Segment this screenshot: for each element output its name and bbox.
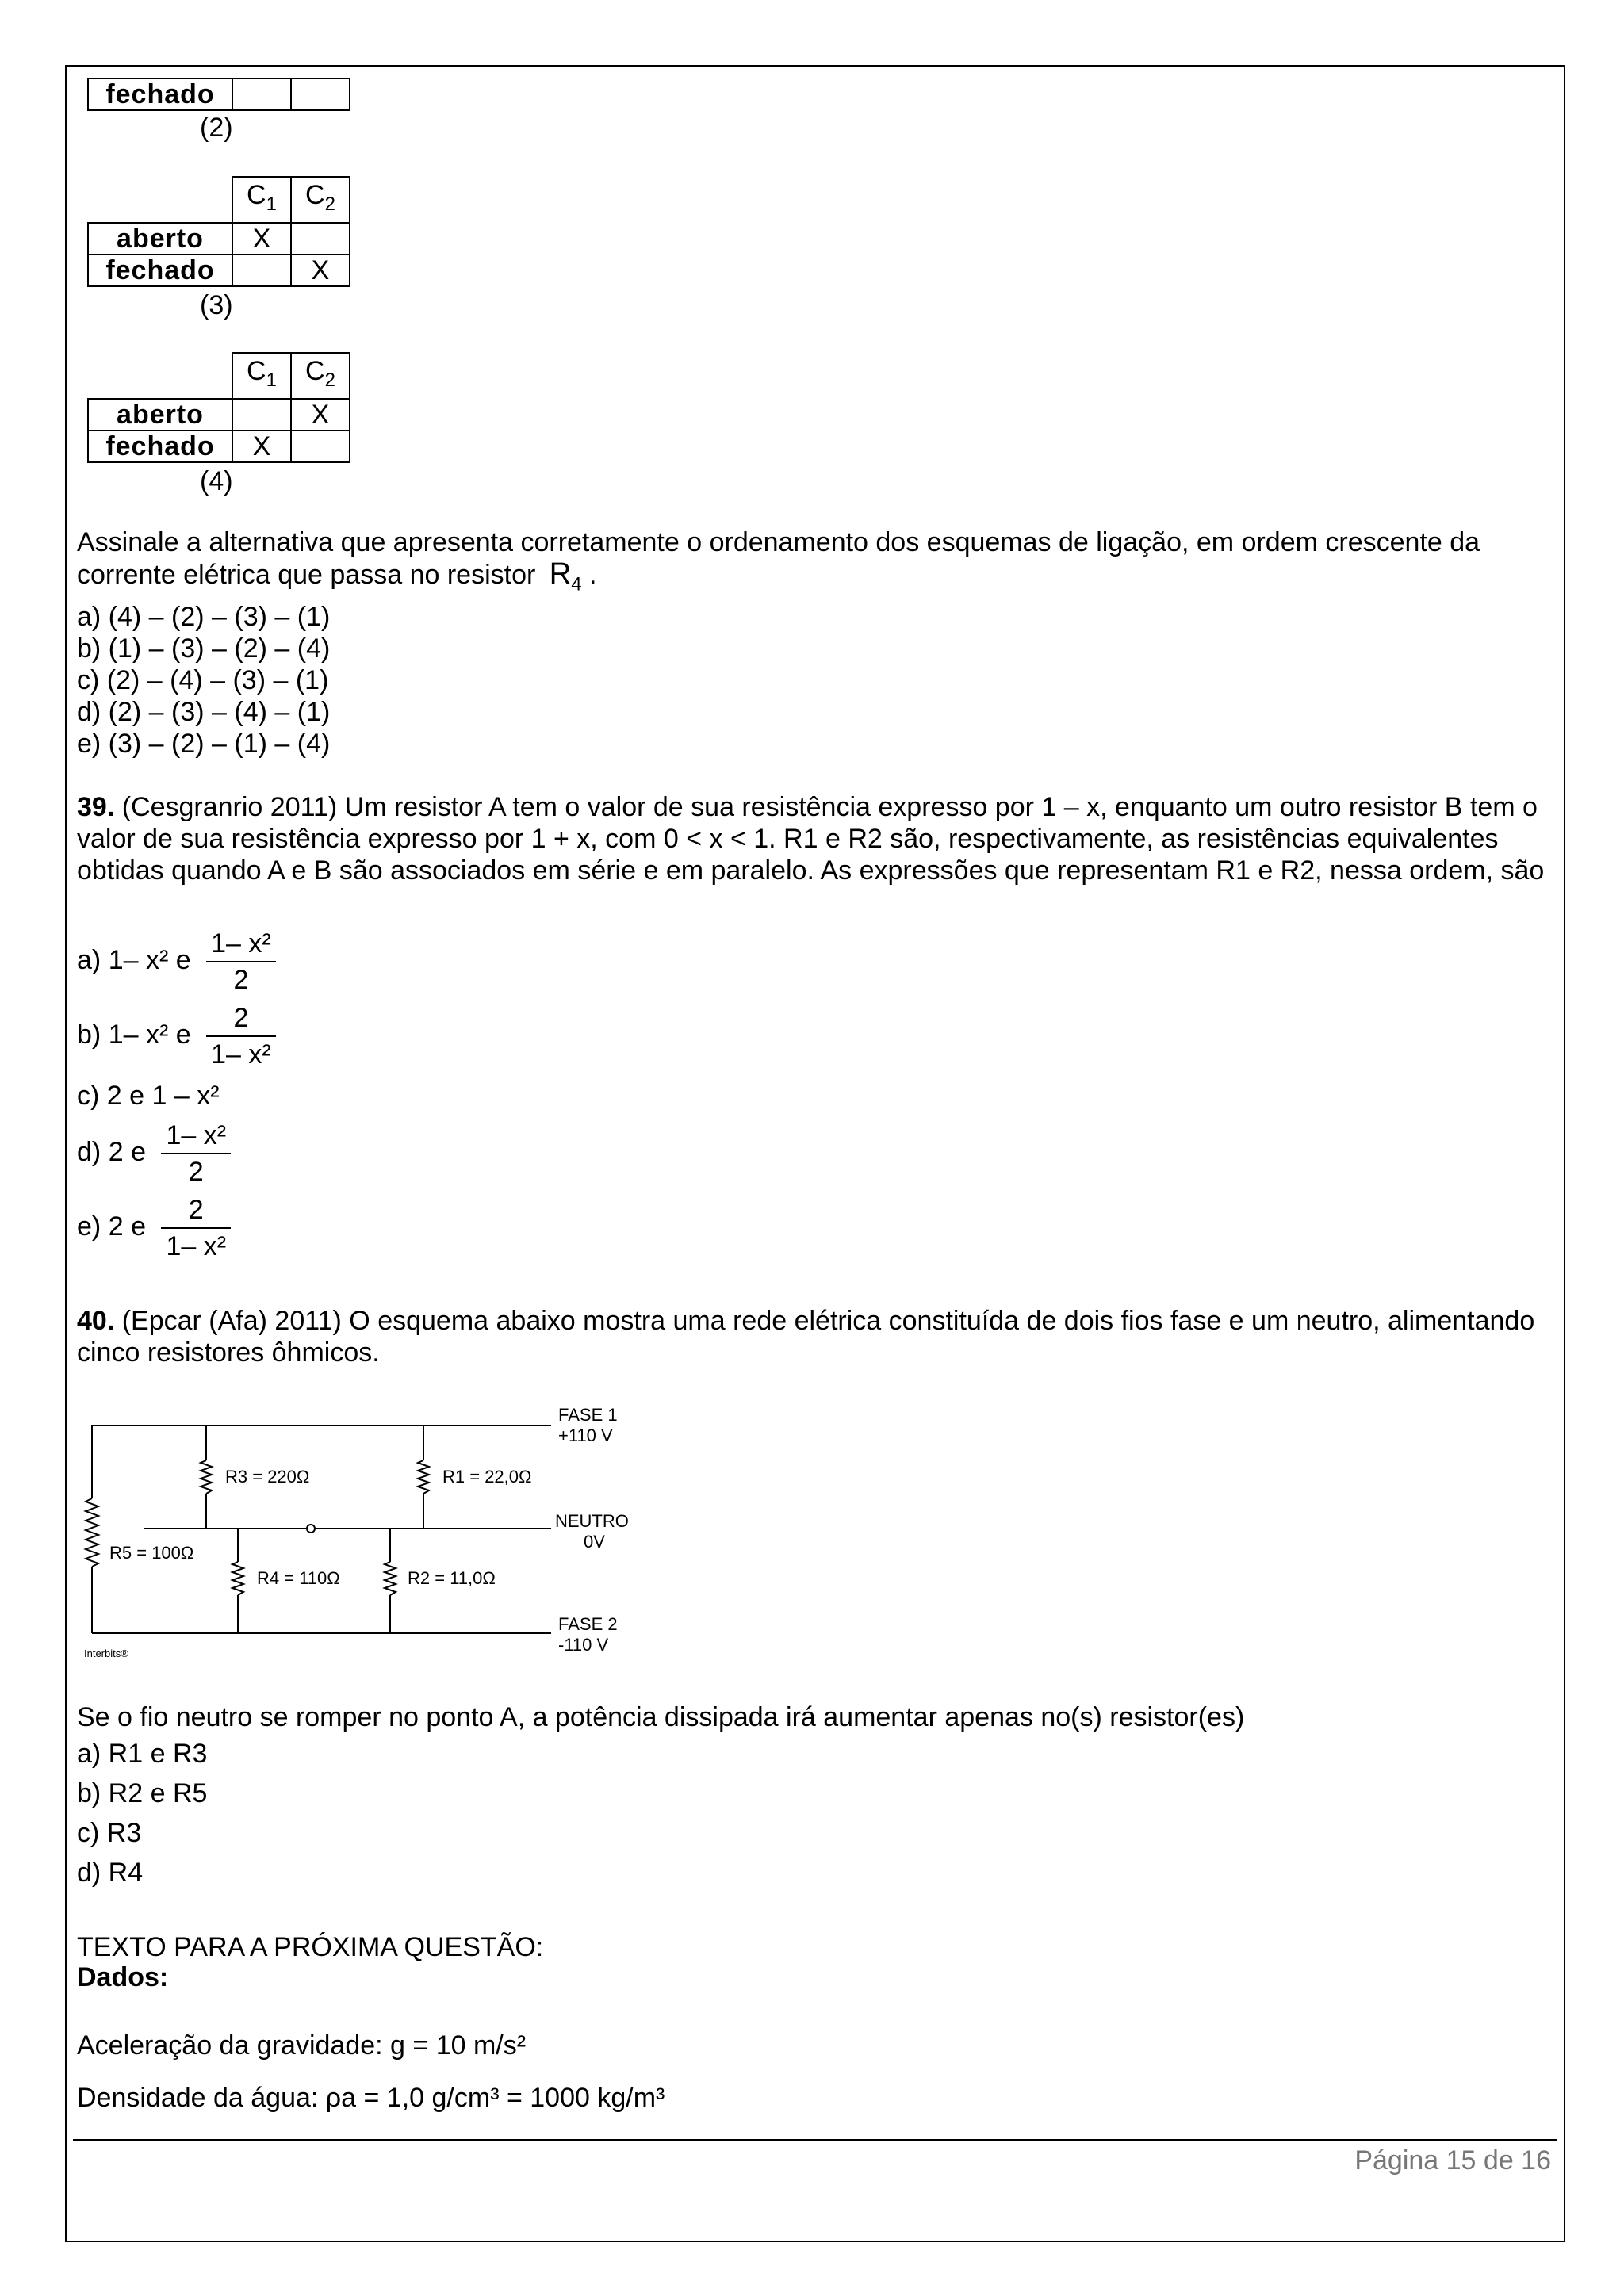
table-4-corner xyxy=(88,353,232,399)
option-joiner: e xyxy=(131,1136,146,1167)
option-joiner: e xyxy=(175,1019,191,1050)
circuit-diagram xyxy=(79,1403,650,1665)
fraction-numerator: 2 xyxy=(161,1192,231,1229)
option-label: a) xyxy=(77,944,102,975)
option-term: 1– x² xyxy=(108,944,169,975)
table-4-header-c2: $C_2$ xyxy=(291,353,350,399)
table-2-cell xyxy=(291,78,350,110)
q39-option-d xyxy=(77,1118,231,1189)
q38-prompt-text: Assinale a alternativa que apresenta corretamente o ordenamento dos esquemas de ligação, em ordem crescente da corrente elétrica que passa no resistor xyxy=(77,527,1480,590)
label-r2: R2 = 11,0Ω xyxy=(408,1568,496,1588)
option-label: d) xyxy=(77,1136,102,1167)
resistor-r5 xyxy=(86,1498,98,1567)
q39-number: 39. xyxy=(77,792,115,822)
table-4-cell xyxy=(291,430,350,462)
q38-resistor: $R_4$ xyxy=(549,557,582,595)
q39-option-c: c) 2 e 1 – x² xyxy=(77,1081,220,1111)
q39-option-b xyxy=(77,1001,276,1072)
label-fase1-voltage: +110 V xyxy=(558,1425,613,1445)
table-4-caption: (4) xyxy=(200,466,233,496)
resistor-r2 xyxy=(385,1562,396,1595)
fraction-denominator: 2 xyxy=(233,965,249,995)
fraction xyxy=(161,1118,231,1189)
fraction xyxy=(206,1001,276,1072)
label-r5: R5 = 100Ω xyxy=(109,1543,194,1563)
next-intro: TEXTO PARA A PRÓXIMA QUESTÃO: xyxy=(77,1932,544,1962)
table-4-cell xyxy=(232,399,291,430)
q40-option: c) R3 xyxy=(77,1818,142,1848)
q40-text: (Epcar (Afa) 2011) O esquema abaixo mostra uma rede elétrica constituída de dois fios fase e um neutro, alimentando cinco resistores ôhmicos. xyxy=(77,1306,1535,1368)
q39-statement xyxy=(77,791,1552,886)
next-gravity: Aceleração da gravidade: g = 10 m/s² xyxy=(77,2030,527,2061)
resistor-r1 xyxy=(418,1460,429,1494)
q38-option: c) (2) – (4) – (3) – (1) xyxy=(77,665,329,695)
q40-question: Se o fio neutro se romper no ponto A, a potência dissipada irá aumentar apenas no(s) resistor(es) xyxy=(77,1702,1245,1732)
option-term: 2 xyxy=(108,1136,124,1167)
option-label: e) xyxy=(77,1211,102,1242)
label-fase2-voltage: -110 V xyxy=(558,1635,609,1655)
option-term: 2 xyxy=(108,1211,124,1242)
fraction-numerator: 1– x² xyxy=(206,926,276,962)
table-3-caption: (3) xyxy=(200,290,233,320)
q39-option-e xyxy=(77,1192,231,1264)
q40-statement xyxy=(77,1305,1552,1368)
table-4-row-label: fechado xyxy=(88,430,232,462)
junction-point-a xyxy=(307,1525,315,1533)
q38-option: e) (3) – (2) – (1) – (4) xyxy=(77,729,331,759)
q38-option: d) (2) – (3) – (4) – (1) xyxy=(77,697,331,727)
fraction-denominator: 2 xyxy=(188,1157,204,1187)
fraction-denominator: 1– x² xyxy=(211,1039,271,1070)
fraction-numerator: 2 xyxy=(206,1001,276,1037)
table-3-corner xyxy=(88,177,232,223)
table-3-cell: X xyxy=(291,254,350,286)
resistor-r4 xyxy=(232,1562,243,1595)
table-3-header-c1: $C_1$ xyxy=(232,177,291,223)
fraction-numerator: 1– x² xyxy=(161,1118,231,1154)
q40-option: d) R4 xyxy=(77,1858,144,1888)
option-joiner: e xyxy=(131,1211,146,1242)
next-density: Densidade da água: ρa = 1,0 g/cm³ = 1000 kg/m³ xyxy=(77,2083,665,2113)
table-4-header-c1: $C_1$ xyxy=(232,353,291,399)
q40-option: b) R2 e R5 xyxy=(77,1778,208,1808)
label-neutro: NEUTRO xyxy=(555,1511,629,1531)
option-term: 1– x² xyxy=(108,1019,169,1050)
table-3 xyxy=(87,176,350,287)
next-dados: Dados: xyxy=(77,1962,169,1992)
q39-text: (Cesgranrio 2011) Um resistor A tem o valor de sua resistência expresso por 1 – x, enquanto um outro resistor B tem o valor de sua resistência expresso por 1 + x, com 0 < x < 1. R1 e R2 são, respectivamente, as resistências equivalentes obtidas quando A e B são associados em série e em paralelo. As expressões que representam R1 e R2, nessa ordem, são xyxy=(77,792,1545,886)
table-3-row-label: fechado xyxy=(88,254,232,286)
table-3-cell: X xyxy=(232,223,291,254)
table-4-cell: X xyxy=(232,430,291,462)
q40-option: a) R1 e R3 xyxy=(77,1739,208,1769)
label-fase1: FASE 1 xyxy=(558,1405,618,1425)
label-r4: R4 = 110Ω xyxy=(257,1568,340,1588)
q39-option-a xyxy=(77,926,276,997)
label-neutro-voltage: 0V xyxy=(584,1532,605,1552)
fraction-denominator: 1– x² xyxy=(166,1231,227,1261)
label-r1: R1 = 22,0Ω xyxy=(442,1467,532,1487)
resistor-r3 xyxy=(201,1460,212,1494)
footer-divider xyxy=(73,2139,1557,2141)
table-3-row-label: aberto xyxy=(88,223,232,254)
table-2-caption: (2) xyxy=(200,113,233,143)
fraction xyxy=(161,1192,231,1264)
table-3-header-c2: $C_2$ xyxy=(291,177,350,223)
table-4 xyxy=(87,352,350,463)
q38-prompt: Assinale a alternativa que apresenta corretamente o ordenamento dos esquemas de ligação, em ordem crescente da corrente elétrica que passa no resistor $R_4$ . xyxy=(77,527,1480,595)
table-4-cell: X xyxy=(291,399,350,430)
table-2-cell xyxy=(232,78,291,110)
label-r3: R3 = 220Ω xyxy=(225,1467,310,1487)
interbits-credit: Interbits® xyxy=(84,1647,128,1659)
table-4-row-label: aberto xyxy=(88,399,232,430)
table-2 xyxy=(87,78,350,111)
label-fase2: FASE 2 xyxy=(558,1614,618,1634)
option-label: b) xyxy=(77,1019,102,1050)
table-2-row-label: fechado xyxy=(88,78,232,110)
fraction xyxy=(206,926,276,997)
q40-number: 40. xyxy=(77,1306,115,1336)
page-number: Página 15 de 16 xyxy=(1354,2145,1551,2175)
q38-option: b) (1) – (3) – (2) – (4) xyxy=(77,633,331,664)
table-3-cell xyxy=(232,254,291,286)
table-3-cell xyxy=(291,223,350,254)
option-joiner: e xyxy=(175,944,191,975)
q38-option: a) (4) – (2) – (3) – (1) xyxy=(77,602,331,632)
